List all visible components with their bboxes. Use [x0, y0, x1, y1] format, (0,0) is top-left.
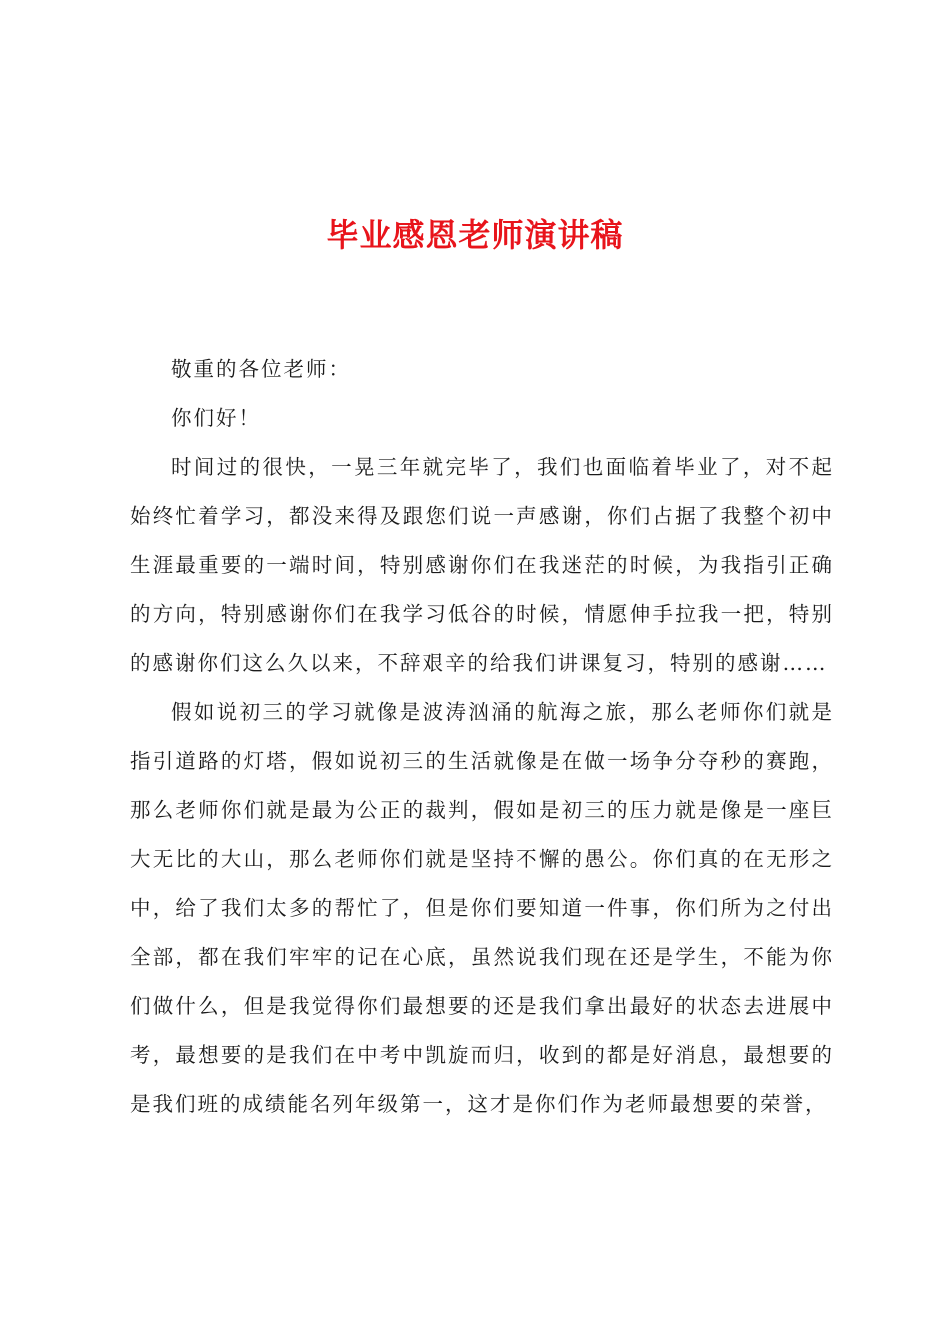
document-body [130, 345, 834, 1129]
greeting: 你们好！ [171, 406, 261, 430]
document-title: 毕业感恩老师演讲稿 [326, 216, 624, 254]
salutation: 敬重的各位老师： [171, 357, 351, 381]
paragraph: 假如说初三的学习就像是波涛汹涌的航海之旅，那么老师你们就是指引道路的灯塔，假如说初三的生活就像是在做一场争分夺秒的赛跑，那么老师你们就是最为公正的裁判，假如是初三的压力就是像是一座巨大无比的大山，那么老师你们就是坚持不懈的愚公。你们真的在无形之中，给了我们太多的帮忙了，但是你们要知道一件事，你们所为之付出全部，都在我们牢牢的记在心底，虽然说我们现在还是学生，不能为你们做什么，但是我觉得你们最想要的还是我们拿出最好的状态去进展中考，最想要的是我们在中考中凯旋而归，收到的都是好消息，最想要的是我们班的成绩能名列年级第一，这才是你们作为老师最想要的荣誉， [130, 700, 834, 1116]
paragraph: 时间过的很快，一晃三年就完毕了，我们也面临着毕业了，对不起始终忙着学习，都没来得及跟您们说一声感谢，你们占据了我整个初中生涯最重要的一端时间，特别感谢你们在我迷茫的时候，为我指引正确的方向，特别感谢你们在我学习低谷的时候，情愿伸手拉我一把，特别的感谢你们这么久以来，不辞艰辛的给我们讲课复习，特别的感谢…… [130, 455, 834, 675]
